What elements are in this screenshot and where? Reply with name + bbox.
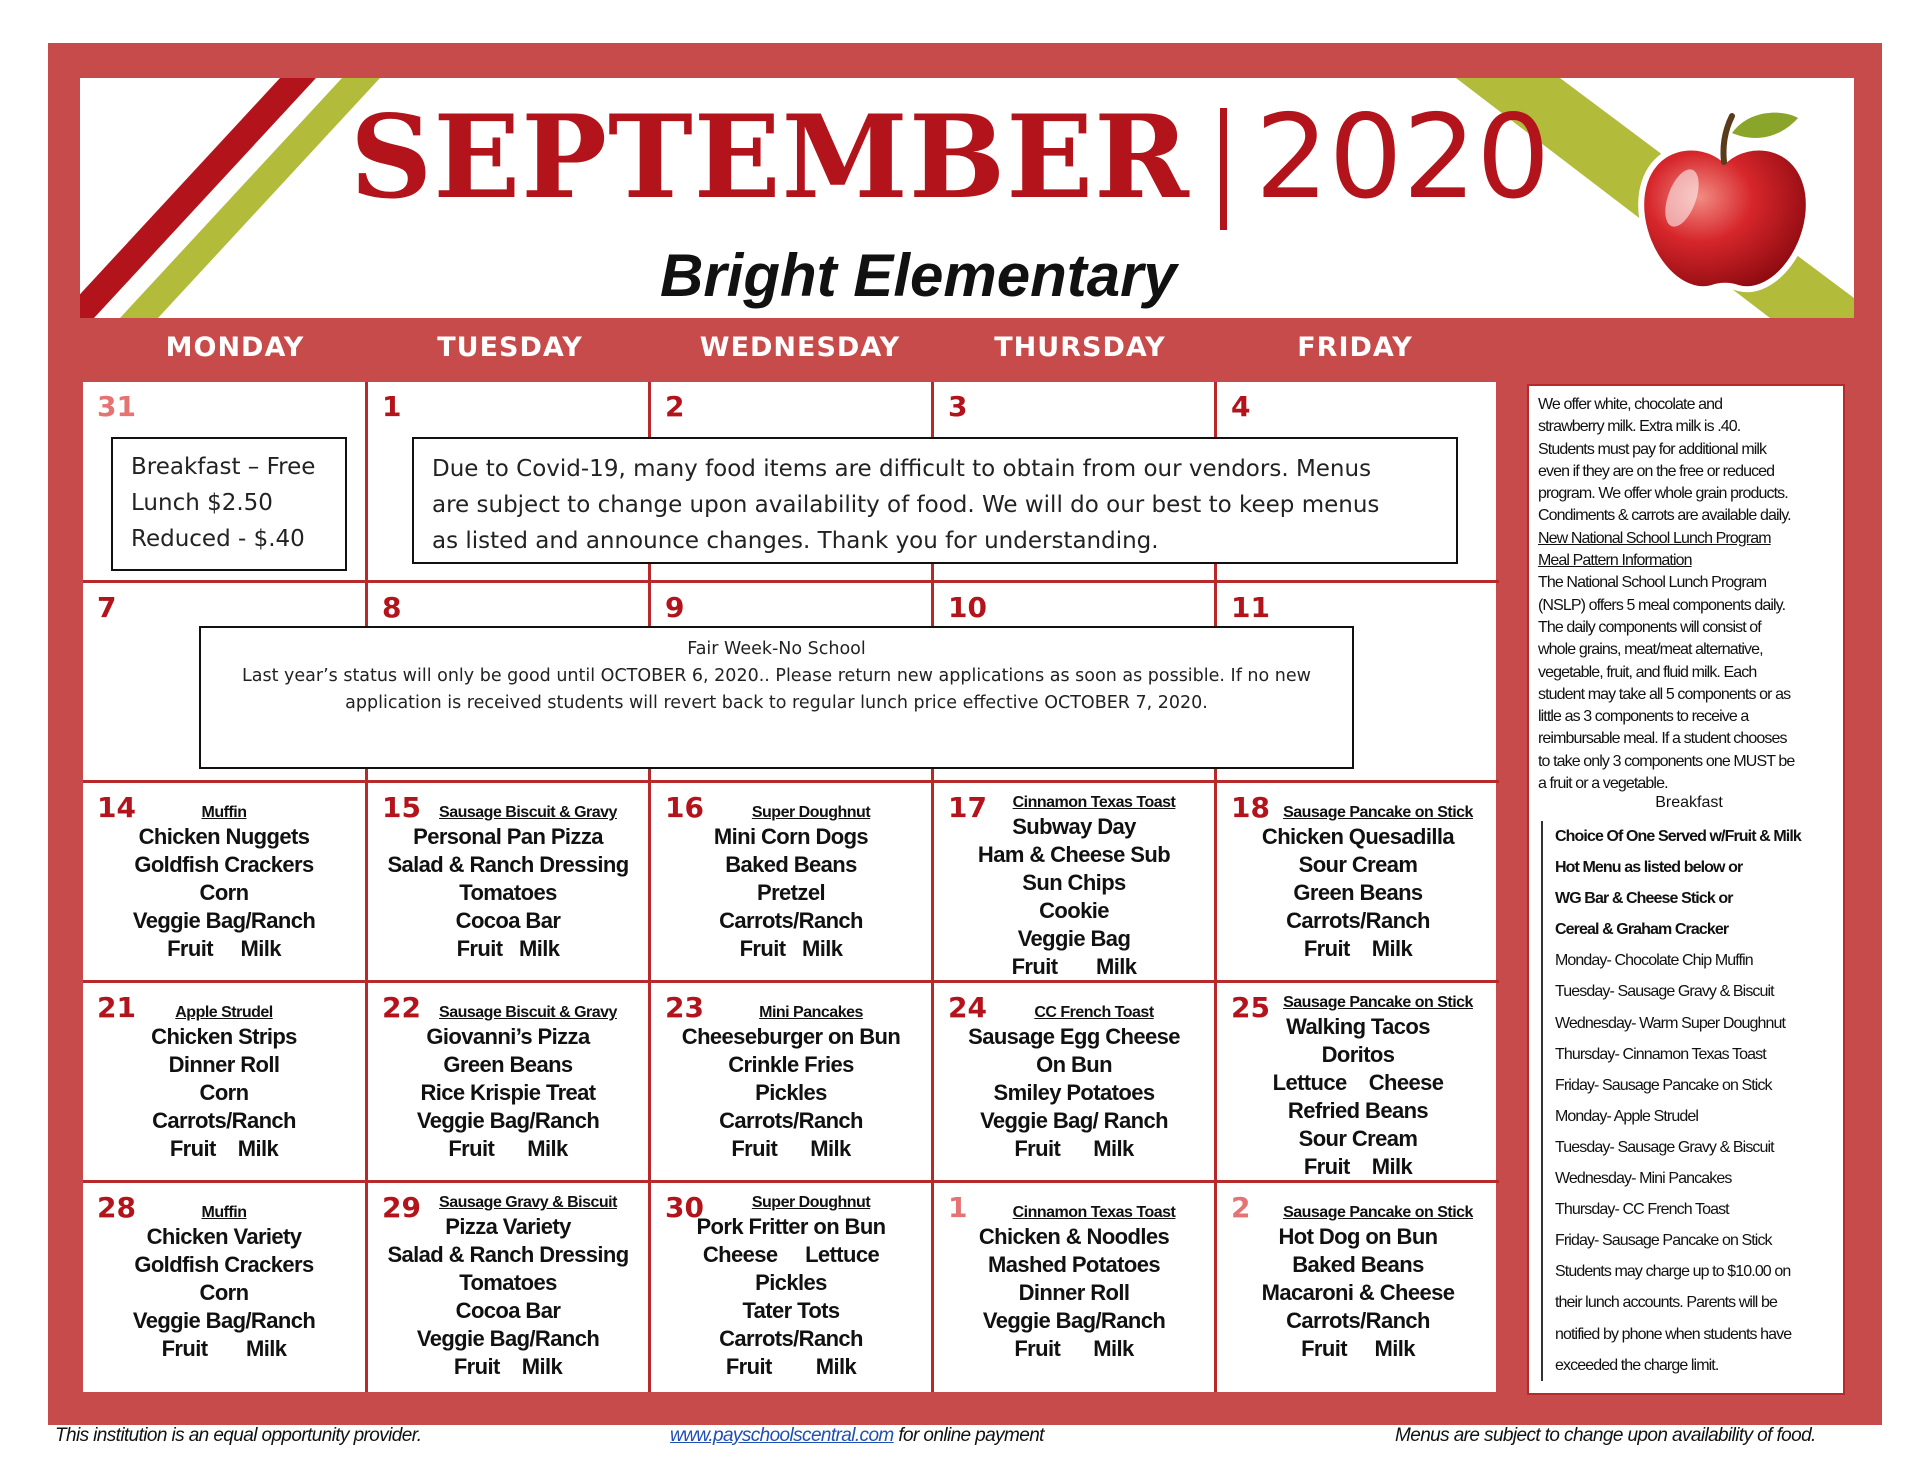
- sidebar-line: little as 3 components to receive a: [1538, 708, 1749, 726]
- breakfast-list-item: Friday- Sausage Pancake on Stick: [1555, 1076, 1772, 1094]
- day-menu: [651, 1003, 931, 1163]
- day-header-tuesday: TUESDAY: [437, 332, 583, 363]
- menu-item: Cocoa Bar: [455, 908, 561, 933]
- menu-item: Chicken Quesadilla: [1261, 824, 1455, 849]
- sidebar-line: strawberry milk. Extra milk is .40.: [1538, 418, 1741, 436]
- menu-item: Doritos: [1321, 1042, 1395, 1067]
- menu-item: Refried Beans: [1287, 1098, 1429, 1123]
- menu-item: Sour Cream: [1298, 852, 1418, 877]
- day-number: 2: [665, 390, 685, 423]
- breakfast-item: Sausage Gravy & Biscuit: [439, 1194, 617, 1211]
- menu-item: Fruit Milk: [739, 936, 843, 961]
- footer-equal-opportunity: This institution is an equal opportunity provider.: [55, 1425, 422, 1446]
- menu-item: Green Beans: [1293, 880, 1423, 905]
- day-menu: [934, 1003, 1214, 1163]
- day-number: 1: [382, 390, 402, 423]
- breakfast-list-item: Thursday- Cinnamon Texas Toast: [1555, 1045, 1766, 1063]
- menu-item: Pretzel: [757, 880, 825, 905]
- breakfast-list-item: Cereal & Graham Cracker: [1555, 921, 1729, 939]
- day-number: 3: [948, 390, 968, 423]
- menu-item: Lettuce Cheese: [1272, 1070, 1444, 1095]
- menu-item: Giovanni’s Pizza: [426, 1024, 590, 1049]
- sidebar-line: New National School Lunch Program: [1538, 529, 1771, 547]
- day-number: 8: [382, 591, 402, 624]
- breakfast-list-item: their lunch accounts. Parents will be: [1555, 1294, 1777, 1312]
- day-number: 7: [97, 591, 117, 624]
- calendar-day-cell: [368, 983, 651, 1183]
- menu-item: Carrots/Ranch: [719, 908, 863, 933]
- breakfast-list-item: notified by phone when students have: [1555, 1325, 1792, 1343]
- menu-item: Veggie Bag/ Ranch: [980, 1108, 1168, 1133]
- menu-item: Walking Tacos: [1286, 1014, 1430, 1039]
- menu-item: Fruit Milk: [725, 1354, 857, 1379]
- menu-item: Salad & Ranch Dressing: [387, 1242, 629, 1267]
- fair-line: application is received students will revert back to regular lunch price effective OCTOBER 7, 2020.: [345, 693, 1208, 713]
- day-menu: [368, 1193, 648, 1381]
- covid-notice: [412, 437, 1458, 564]
- menu-item: Baked Beans: [1292, 1252, 1424, 1277]
- menu-item: Fruit Milk: [1303, 936, 1413, 961]
- price-notice: [111, 437, 347, 571]
- menu-item: Sausage Egg Cheese: [968, 1024, 1180, 1049]
- menu-item: Fruit Milk: [453, 1354, 563, 1379]
- breakfast-list-item: Hot Menu as listed below or: [1555, 859, 1743, 877]
- menu-item: Baked Beans: [725, 852, 857, 877]
- breakfast-list: [1541, 821, 1855, 1381]
- breakfast-title: Breakfast: [1655, 794, 1723, 811]
- menu-item: Veggie Bag: [1017, 926, 1131, 951]
- day-number: 31: [97, 390, 136, 423]
- menu-item: Fruit Milk: [1011, 954, 1137, 979]
- sidebar-line: whole grains, meat/meat alternative,: [1538, 641, 1763, 659]
- breakfast-list-item: Friday- Sausage Pancake on Stick: [1555, 1232, 1772, 1250]
- calendar-day-cell: [83, 983, 368, 1183]
- breakfast-item: Sausage Biscuit & Gravy: [439, 1004, 617, 1021]
- menu-item: Smiley Potatoes: [993, 1080, 1155, 1105]
- day-number: 17: [948, 791, 987, 824]
- menu-item: Carrots/Ranch: [719, 1108, 863, 1133]
- breakfast-item: Mini Pancakes: [759, 1004, 863, 1021]
- menu-item: Fruit Milk: [169, 1136, 279, 1161]
- menu-item: Chicken & Noodles: [978, 1224, 1170, 1249]
- menu-item: Dinner Roll: [1018, 1280, 1130, 1305]
- sidebar-text: [1538, 394, 1838, 795]
- calendar-day-cell: [934, 983, 1217, 1183]
- day-number: 9: [665, 591, 685, 624]
- menu-item: Fruit Milk: [1014, 1136, 1134, 1161]
- red-stripe: [80, 78, 316, 318]
- calendar-day-cell: [1217, 983, 1499, 1183]
- menu-item: Pickles: [755, 1080, 827, 1105]
- breakfast-item: Super Doughnut: [751, 804, 871, 821]
- sidebar-line: vegetable, fruit, and fluid milk. Each: [1538, 663, 1757, 681]
- sidebar-line: a fruit or a vegetable.: [1538, 775, 1668, 793]
- breakfast-list-item: Students may charge up to $10.00 on: [1555, 1263, 1791, 1281]
- menu-item: Tomatoes: [459, 880, 557, 905]
- day-menu: [83, 1003, 365, 1163]
- menu-item: Carrots/Ranch: [719, 1326, 863, 1351]
- menu-item: Goldfish Crackers: [134, 852, 314, 877]
- menu-item: Tater Tots: [742, 1298, 840, 1323]
- menu-item: Macaroni & Cheese: [1261, 1280, 1455, 1305]
- payment-link[interactable]: www.payschoolscentral.com: [670, 1425, 894, 1446]
- day-menu: [934, 793, 1214, 981]
- breakfast-item: Muffin: [201, 804, 247, 821]
- menu-item: Fruit Milk: [448, 1136, 568, 1161]
- menu-item: Veggie Bag/Ranch: [416, 1326, 600, 1351]
- day-number: 30: [665, 1191, 704, 1224]
- menu-item: On Bun: [1036, 1052, 1112, 1077]
- menu-item: Chicken Strips: [151, 1024, 297, 1049]
- menu-item: Crinkle Fries: [728, 1052, 854, 1077]
- covid-line: are subject to change upon availability of food. We will do our best to keep menus: [432, 492, 1380, 518]
- menu-item: Corn: [199, 880, 249, 905]
- day-header-monday: MONDAY: [165, 332, 305, 363]
- menu-item: Cheese Lettuce: [702, 1242, 880, 1267]
- day-number: 23: [665, 991, 704, 1024]
- day-number: 28: [97, 1191, 136, 1224]
- menu-item: Veggie Bag/Ranch: [982, 1308, 1166, 1333]
- info-sidebar: [1527, 384, 1845, 1395]
- sidebar-line: Condiments & carrots are available daily.: [1538, 507, 1791, 525]
- breakfast-list-item: WG Bar & Cheese Stick or: [1555, 890, 1733, 908]
- menu-item: Veggie Bag/Ranch: [132, 908, 316, 933]
- day-header-thursday: THURSDAY: [994, 332, 1166, 363]
- day-menu: [83, 803, 365, 963]
- calendar-day-cell: [368, 783, 651, 983]
- day-menu: [651, 803, 931, 963]
- day-number: 1: [948, 1191, 968, 1224]
- menu-item: Fruit Milk: [161, 1336, 287, 1361]
- fair-week-notice: [199, 626, 1354, 769]
- day-menu: [83, 1203, 365, 1363]
- day-menu: [934, 1203, 1214, 1363]
- menu-item: Corn: [199, 1080, 249, 1105]
- menu-item: Carrots/Ranch: [1286, 908, 1430, 933]
- day-number: 22: [382, 991, 421, 1024]
- sidebar-line: to take only 3 components one MUST be: [1538, 752, 1795, 770]
- menu-item: Corn: [199, 1280, 249, 1305]
- day-number: 2: [1231, 1191, 1251, 1224]
- sidebar-line: Students must pay for additional milk: [1538, 440, 1767, 458]
- day-number: 11: [1231, 591, 1270, 624]
- menu-item: Chicken Variety: [146, 1224, 302, 1249]
- footer-payment: [670, 1425, 1044, 1447]
- price-line: Lunch $2.50: [131, 490, 273, 516]
- breakfast-item: Sausage Biscuit & Gravy: [439, 804, 617, 821]
- breakfast-list-item: Choice Of One Served w/Fruit & Milk: [1555, 828, 1801, 845]
- menu-item: Subway Day: [1012, 814, 1136, 839]
- sidebar-line: We offer white, chocolate and: [1538, 396, 1723, 413]
- sidebar-line: even if they are on the free or reduced: [1538, 462, 1775, 480]
- menu-item: Fruit Milk: [167, 936, 281, 961]
- menu-item: Hot Dog on Bun: [1278, 1224, 1438, 1249]
- menu-item: Tomatoes: [459, 1270, 557, 1295]
- menu-item: Mini Corn Dogs: [713, 824, 869, 849]
- year-title: 2020: [1255, 90, 1551, 225]
- calendar-day-cell: [934, 783, 1217, 983]
- day-number: 18: [1231, 791, 1270, 824]
- calendar-day-cell: [651, 983, 934, 1183]
- menu-item: Fruit Milk: [456, 936, 560, 961]
- day-menu: [1217, 803, 1499, 963]
- sidebar-line: The daily components will consist of: [1538, 618, 1761, 636]
- day-number: 4: [1231, 390, 1251, 423]
- menu-item: Carrots/Ranch: [1286, 1308, 1430, 1333]
- day-number: 10: [948, 591, 987, 624]
- menu-item: Carrots/Ranch: [152, 1108, 296, 1133]
- day-header-friday: FRIDAY: [1297, 332, 1413, 363]
- menu-item: Veggie Bag/Ranch: [416, 1108, 600, 1133]
- menu-item: Veggie Bag/Ranch: [132, 1308, 316, 1333]
- price-line: Breakfast – Free: [131, 454, 316, 480]
- day-number: 25: [1231, 991, 1270, 1024]
- breakfast-item: Muffin: [201, 1204, 247, 1221]
- menu-item: Pork Fritter on Bun: [696, 1214, 886, 1239]
- menu-item: Green Beans: [443, 1052, 573, 1077]
- breakfast-list-item: Monday- Apple Strudel: [1555, 1107, 1698, 1125]
- day-menu: [368, 803, 648, 963]
- day-number: 24: [948, 991, 987, 1024]
- breakfast-item: Cinnamon Texas Toast: [1012, 1204, 1176, 1221]
- sidebar-line: Meal Pattern Information: [1538, 552, 1692, 570]
- breakfast-item: CC French Toast: [1034, 1004, 1154, 1021]
- fair-line: Fair Week-No School: [687, 639, 866, 659]
- breakfast-item: Sausage Pancake on Stick: [1283, 994, 1473, 1011]
- breakfast-list-item: exceeded the charge limit.: [1555, 1356, 1719, 1374]
- day-menu: [368, 1003, 648, 1163]
- covid-line: as listed and announce changes. Thank you for understanding.: [432, 528, 1159, 554]
- day-menu: [1217, 1203, 1499, 1363]
- menu-item: Cocoa Bar: [455, 1298, 561, 1323]
- day-number: 16: [665, 791, 704, 824]
- calendar-day-cell: [83, 783, 368, 983]
- payment-suffix: for online payment: [893, 1425, 1044, 1446]
- calendar-day-cell: [1217, 1183, 1499, 1392]
- day-number: 14: [97, 791, 136, 824]
- footer-menu-disclaimer: Menus are subject to change upon availability of food.: [1395, 1425, 1816, 1446]
- sidebar-line: (NSLP) offers 5 meal components daily.: [1538, 596, 1786, 614]
- breakfast-list-item: Thursday- CC French Toast: [1555, 1201, 1729, 1219]
- breakfast-list-item: Wednesday- Mini Pancakes: [1555, 1170, 1732, 1188]
- covid-line: Due to Covid-19, many food items are difficult to obtain from our vendors. Menus: [432, 456, 1372, 482]
- sidebar-line: student may take all 5 components or as: [1538, 685, 1791, 703]
- menu-item: Chicken Nuggets: [138, 824, 310, 849]
- day-number: 29: [382, 1191, 421, 1224]
- menu-item: Rice Krispie Treat: [420, 1080, 596, 1105]
- breakfast-item: Super Doughnut: [751, 1194, 871, 1211]
- day-header-wednesday: WEDNESDAY: [699, 332, 901, 363]
- calendar-day-cell: [1217, 783, 1499, 983]
- menu-item: Pizza Variety: [445, 1214, 571, 1239]
- breakfast-item: Sausage Pancake on Stick: [1283, 804, 1473, 821]
- breakfast-item: Sausage Pancake on Stick: [1283, 1204, 1473, 1221]
- menu-item: Personal Pan Pizza: [413, 824, 603, 849]
- menu-item: Cheeseburger on Bun: [681, 1024, 901, 1049]
- menu-item: Sun Chips: [1022, 870, 1126, 895]
- breakfast-list-item: Wednesday- Warm Super Doughnut: [1555, 1014, 1786, 1032]
- breakfast-list-item: Tuesday- Sausage Gravy & Biscuit: [1555, 1138, 1774, 1156]
- sidebar-line: program. We offer whole grain products.: [1538, 485, 1788, 503]
- menu-item: Fruit Milk: [1303, 1154, 1413, 1179]
- breakfast-list-item: Monday- Chocolate Chip Muffin: [1555, 952, 1753, 970]
- fair-line: Last year’s status will only be good until OCTOBER 6, 2020.. Please return new applications as soon as possible. If no new: [242, 666, 1311, 686]
- price-line: Reduced - $.40: [131, 526, 305, 552]
- calendar-day-cell: [83, 1183, 368, 1392]
- breakfast-item: Apple Strudel: [175, 1004, 273, 1021]
- breakfast-item: Cinnamon Texas Toast: [1012, 794, 1176, 811]
- menu-item: Mashed Potatoes: [988, 1252, 1160, 1277]
- calendar-day-cell: [651, 1183, 934, 1392]
- day-number: 15: [382, 791, 421, 824]
- menu-item: Pickles: [755, 1270, 827, 1295]
- day-number: 21: [97, 991, 136, 1024]
- month-title: SEPTEMBER: [350, 90, 1190, 224]
- calendar-day-cell: [934, 1183, 1217, 1392]
- apple-icon: [1620, 98, 1830, 308]
- menu-item: Dinner Roll: [168, 1052, 280, 1077]
- day-menu: [651, 1193, 931, 1381]
- calendar-day-cell: [368, 1183, 651, 1392]
- breakfast-list-item: Tuesday- Sausage Gravy & Biscuit: [1555, 983, 1774, 1001]
- title-divider: [1220, 108, 1227, 230]
- calendar-day-cell: [651, 783, 934, 983]
- calendar-header: [80, 78, 1854, 318]
- menu-item: Fruit Milk: [1301, 1336, 1415, 1361]
- menu-item: Ham & Cheese Sub: [977, 842, 1171, 867]
- menu-item: Fruit Milk: [731, 1136, 851, 1161]
- menu-item: Goldfish Crackers: [134, 1252, 314, 1277]
- menu-item: Salad & Ranch Dressing: [387, 852, 629, 877]
- school-name: Bright Elementary: [660, 242, 1177, 309]
- menu-item: Cookie: [1039, 898, 1109, 923]
- menu-item: Fruit Milk: [1014, 1336, 1134, 1361]
- day-menu: [1217, 993, 1499, 1181]
- menu-item: Sour Cream: [1298, 1126, 1418, 1151]
- sidebar-line: reimbursable meal. If a student chooses: [1538, 730, 1787, 748]
- sidebar-line: The National School Lunch Program: [1538, 574, 1767, 592]
